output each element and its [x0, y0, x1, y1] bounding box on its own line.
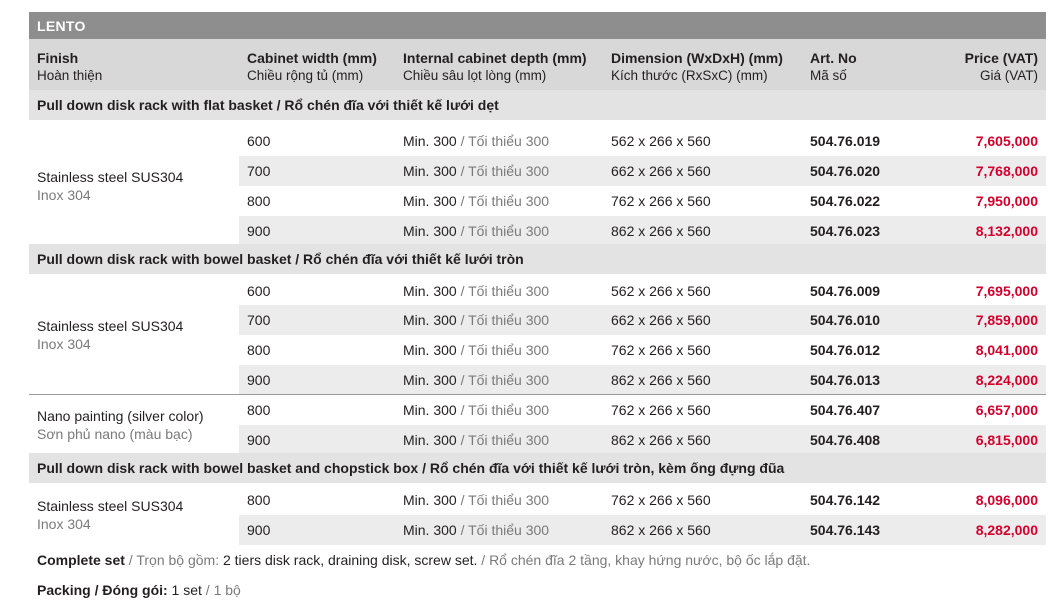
- complete-set-note: Complete set / Trọn bộ gồm: 2 tiers disk rack, draining disk, screw set. / Rổ chén đĩa 2 tầng, khay hứng nước, bộ ốc lắp đặt.: [37, 552, 811, 568]
- table-row: 600 Min. 300 / Tối thiểu 300 562 x 266 x 560 504.76.019 7,605,000: [247, 133, 1038, 149]
- header-finish: Finish Hoàn thiện: [37, 50, 103, 83]
- table-row: 800 Min. 300 / Tối thiểu 300 762 x 266 x 560 504.76.407 6,657,000: [247, 402, 1038, 418]
- finish-cell: Stainless steel SUS304 Inox 304: [37, 169, 184, 203]
- table-row: 700 Min. 300 / Tối thiểu 300 662 x 266 x 560 504.76.020 7,768,000: [239, 156, 1046, 186]
- table-row: 800 Min. 300 / Tối thiểu 300 762 x 266 x 560 504.76.012 8,041,000: [247, 342, 1038, 358]
- packing-note: Packing / Đóng gói: 1 set / 1 bộ: [37, 582, 241, 598]
- section-chopstick-box: Pull down disk rack with bowel basket and chopstick box / Rổ chén đĩa với thiết kế lưới tròn, kèm ống đựng đũa: [29, 453, 1046, 483]
- table-row: 900 Min. 300 / Tối thiểu 300 862 x 266 x 560 504.76.143 8,282,000: [239, 515, 1046, 545]
- header-cabinet-width: Cabinet width (mm) Chiều rộng tủ (mm): [247, 50, 377, 83]
- header-dimension: Dimension (WxDxH) (mm) Kích thước (RxSxC) (mm): [611, 50, 783, 83]
- table-row: 800 Min. 300 / Tối thiểu 300 762 x 266 x 560 504.76.022 7,950,000: [247, 193, 1038, 209]
- table-row: 600 Min. 300 / Tối thiểu 300 562 x 266 x 560 504.76.009 7,695,000: [247, 283, 1038, 299]
- table-row: 700 Min. 300 / Tối thiểu 300 662 x 266 x 560 504.76.010 7,859,000: [239, 305, 1046, 335]
- column-header-row: [29, 39, 1046, 93]
- finish-cell: Stainless steel SUS304 Inox 304: [37, 498, 184, 532]
- section-flat-basket: Pull down disk rack with flat basket / Rổ chén đĩa với thiết kế lưới dẹt: [29, 90, 1046, 120]
- header-internal-depth: Internal cabinet depth (mm) Chiều sâu lọt lòng (mm): [403, 50, 587, 83]
- section-bowel-basket: Pull down disk rack with bowel basket / Rổ chén đĩa với thiết kế lưới tròn: [29, 244, 1046, 274]
- table-row: 800 Min. 300 / Tối thiểu 300 762 x 266 x 560 504.76.142 8,096,000: [247, 492, 1038, 508]
- header-price: Price (VAT) Giá (VAT): [964, 50, 1038, 83]
- finish-cell: Nano painting (silver color) Sơn phủ nano (màu bạc): [37, 408, 204, 442]
- table-title: LENTO: [29, 12, 1046, 39]
- table-row: 900 Min. 300 / Tối thiểu 300 862 x 266 x 560 504.76.408 6,815,000: [239, 425, 1046, 455]
- table-row: 900 Min. 300 / Tối thiểu 300 862 x 266 x 560 504.76.023 8,132,000: [239, 216, 1046, 246]
- finish-cell: Stainless steel SUS304 Inox 304: [37, 318, 184, 352]
- table-row: 900 Min. 300 / Tối thiểu 300 862 x 266 x 560 504.76.013 8,224,000: [239, 365, 1046, 395]
- header-art-no: Art. No Mã số: [810, 50, 857, 83]
